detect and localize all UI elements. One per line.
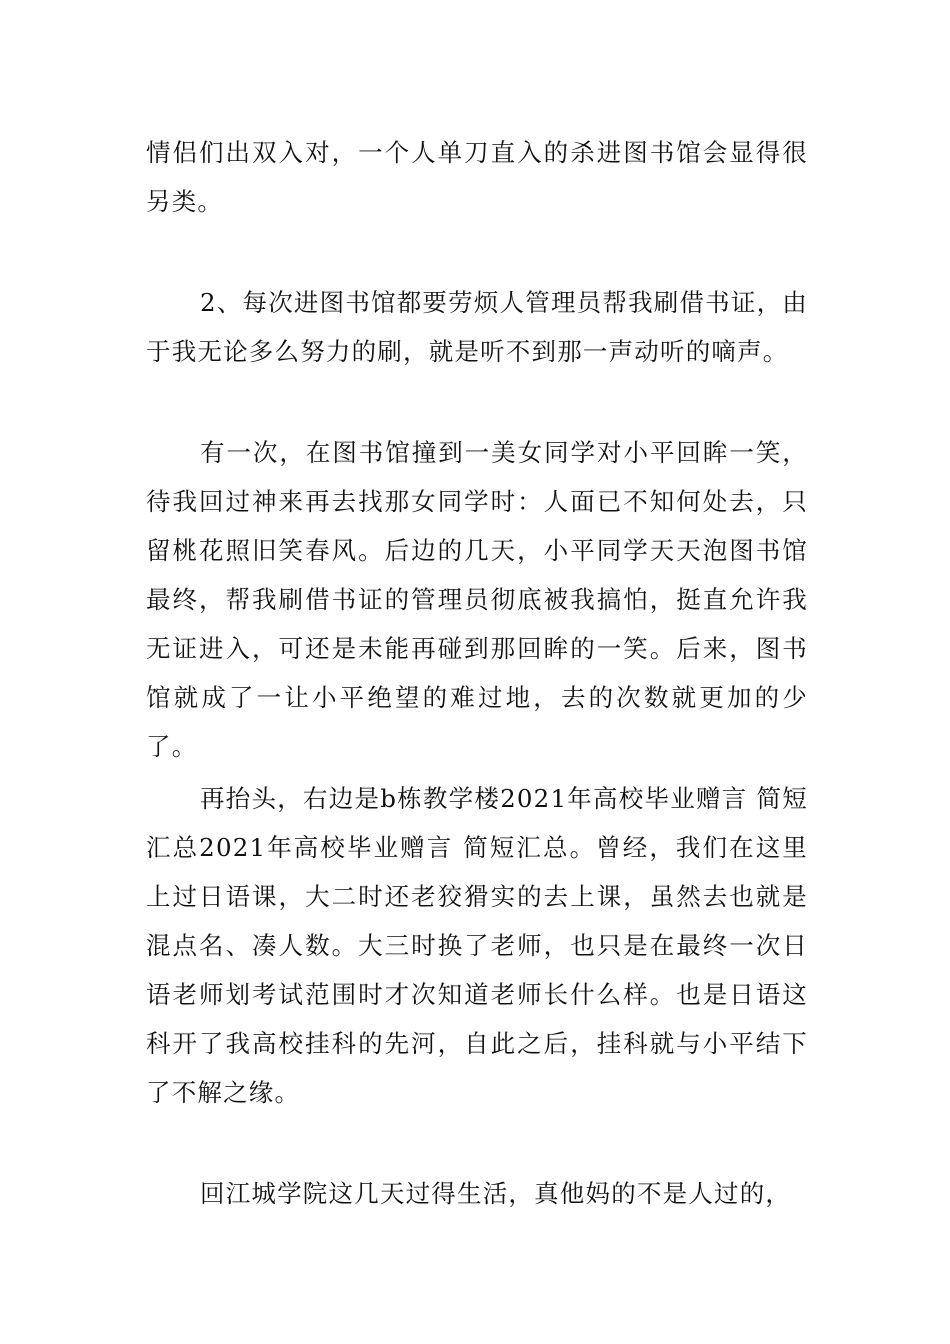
paragraph-5: 回江城学院这几天过得生活，真他妈的不是人过的， xyxy=(200,1179,792,1208)
paragraph-4: 再抬头，右边是b栋教学楼2021年高校毕业赠言 简短汇总2021年高校毕业赠言 简短汇总。曾经，我们在这里上过日语课，大二时还老狡猾实的去上课，虽然去也就是混点名、凑人数。大三时换了老师，也只是在最终一次日语老师划考试范围时才次知道老师长什么样。也是日语这科开了我高校挂科的先河，自此之后，挂科就与小平结下了不解之缘。 xyxy=(146,784,808,1107)
paragraph-2: 2、每次进图书馆都要劳烦人管理员帮我刷借书证，由于我无论多么努力的刷，就是听不到那一声动听的嘀声。 xyxy=(146,288,808,366)
paragraph-3: 有一次，在图书馆撞到一美女同学对小平回眸一笑，待我回过神来再去找那女同学时：人面已不知何处去，只留桃花照旧笑春风。后边的几天，小平同学天天泡图书馆最终，帮我刷借书证的管理员彻底被我搞怕，挺直允许我无证进入，可还是未能再碰到那回眸的一笑。后来，图书馆就成了一让小平绝望的难过地，去的次数就更加的少了。 xyxy=(146,438,808,761)
paragraph-1: 情侣们出双入对，一个人单刀直入的杀进图书馆会显得很另类。 xyxy=(146,138,808,216)
